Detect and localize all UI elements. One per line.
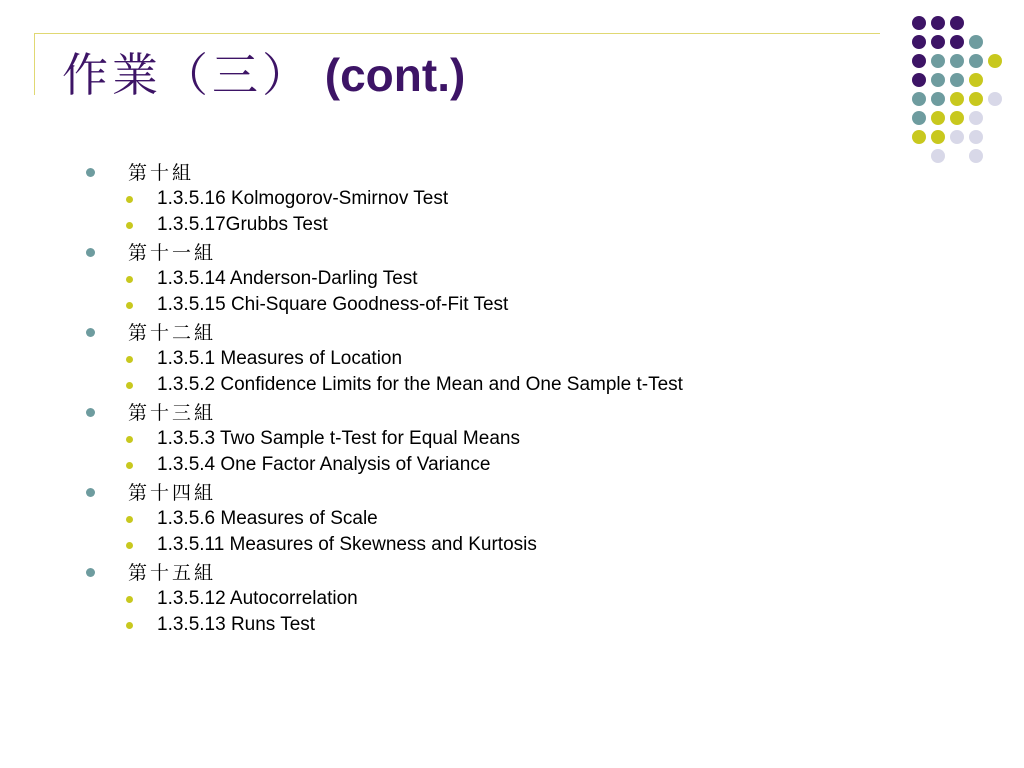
group-heading-label: 第十五組 (128, 562, 217, 584)
group-heading-label: 第十二組 (128, 322, 217, 344)
title-frame-left-line (34, 33, 35, 95)
decorative-dot (969, 73, 983, 87)
decorative-dot (969, 130, 983, 144)
list-item (86, 186, 886, 212)
decorative-dot (950, 73, 964, 87)
level2-bullet-icon (126, 596, 133, 603)
sub-item-list (86, 586, 886, 638)
group-heading (86, 560, 886, 586)
list-item-text: 1.3.5.17Grubbs Test (157, 214, 328, 235)
decorative-dot (950, 35, 964, 49)
list-item-text: 1.3.5.11 Measures of Skewness and Kurtosis (157, 534, 537, 555)
group-heading-label: 第十一組 (128, 242, 217, 264)
list-item (86, 426, 886, 452)
bullet-group (86, 160, 886, 238)
decorative-dot (950, 130, 964, 144)
bullet-group (86, 480, 886, 558)
level2-bullet-icon (126, 542, 133, 549)
bullet-group (86, 400, 886, 478)
decorative-dot (950, 111, 964, 125)
group-heading-label: 第十組 (128, 162, 195, 184)
title-frame-top-line (34, 33, 880, 34)
list-item (86, 266, 886, 292)
list-item-text: 1.3.5.15 Chi-Square Goodness-of-Fit Test (157, 294, 509, 315)
decorative-dot (969, 35, 983, 49)
decorative-dot (912, 73, 926, 87)
level1-bullet-icon (86, 488, 95, 497)
level2-bullet-icon (126, 382, 133, 389)
sub-item-list (86, 186, 886, 238)
decorative-dot (988, 92, 1002, 106)
decorative-dot (931, 130, 945, 144)
list-item (86, 372, 886, 398)
group-heading-label: 第十三組 (128, 402, 217, 424)
slide-title-cjk: 作業（三） (62, 48, 312, 102)
decorative-dot (931, 149, 945, 163)
decorative-dot (912, 111, 926, 125)
level1-bullet-icon (86, 408, 95, 417)
group-heading (86, 240, 886, 266)
level1-bullet-icon (86, 248, 95, 257)
decorative-dot (912, 130, 926, 144)
level2-bullet-icon (126, 516, 133, 523)
decorative-dot (969, 92, 983, 106)
level2-bullet-icon (126, 276, 133, 283)
list-item-text: 1.3.5.13 Runs Test (157, 614, 316, 635)
level2-bullet-icon (126, 356, 133, 363)
decorative-dot (931, 73, 945, 87)
level2-bullet-icon (126, 622, 133, 629)
bullet-list (86, 160, 886, 638)
list-item (86, 346, 886, 372)
level1-bullet-icon (86, 568, 95, 577)
list-item-text: 1.3.5.16 Kolmogorov-Smirnov Test (157, 188, 449, 209)
decorative-dot (950, 92, 964, 106)
level2-bullet-icon (126, 196, 133, 203)
level1-bullet-icon (86, 328, 95, 337)
level2-bullet-icon (126, 222, 133, 229)
level1-bullet-icon (86, 168, 95, 177)
slide-title-latin: (cont.) (324, 49, 466, 101)
group-heading (86, 160, 886, 186)
list-item (86, 506, 886, 532)
list-item (86, 612, 886, 638)
decorative-dot (950, 16, 964, 30)
level2-bullet-icon (126, 462, 133, 469)
decorative-dot (988, 54, 1002, 68)
bullet-group (86, 240, 886, 318)
list-item-text: 1.3.5.1 Measures of Location (157, 348, 403, 369)
sub-item-list (86, 426, 886, 478)
group-heading (86, 320, 886, 346)
list-item (86, 292, 886, 318)
group-heading-label: 第十四組 (128, 482, 217, 504)
list-item (86, 532, 886, 558)
list-item-text: 1.3.5.2 Confidence Limits for the Mean and One Sample t-Test (157, 374, 683, 395)
bullet-group (86, 560, 886, 638)
decorative-dot (931, 54, 945, 68)
decorative-dot (912, 54, 926, 68)
sub-item-list (86, 506, 886, 558)
decorative-dot (969, 149, 983, 163)
list-item-text: 1.3.5.4 One Factor Analysis of Variance (157, 454, 491, 475)
decorative-dot (931, 111, 945, 125)
decorative-dot (931, 35, 945, 49)
list-item-text: 1.3.5.3 Two Sample t-Test for Equal Means (157, 428, 520, 449)
list-item-text: 1.3.5.6 Measures of Scale (157, 508, 378, 529)
decorative-dot (950, 54, 964, 68)
level2-bullet-icon (126, 302, 133, 309)
slide-title (62, 44, 465, 106)
list-item (86, 212, 886, 238)
group-heading (86, 400, 886, 426)
list-item (86, 452, 886, 478)
decorative-dot (912, 92, 926, 106)
bullet-group (86, 320, 886, 398)
decorative-dot (931, 92, 945, 106)
list-item (86, 586, 886, 612)
decorative-dot (912, 35, 926, 49)
decorative-dot (931, 16, 945, 30)
sub-item-list (86, 346, 886, 398)
list-item-text: 1.3.5.14 Anderson-Darling Test (157, 268, 418, 289)
decorative-dot (912, 16, 926, 30)
decorative-dot (969, 54, 983, 68)
level2-bullet-icon (126, 436, 133, 443)
group-heading (86, 480, 886, 506)
decorative-dot (969, 111, 983, 125)
dot-grid-decoration (904, 10, 1014, 165)
list-item-text: 1.3.5.12 Autocorrelation (157, 588, 358, 609)
sub-item-list (86, 266, 886, 318)
